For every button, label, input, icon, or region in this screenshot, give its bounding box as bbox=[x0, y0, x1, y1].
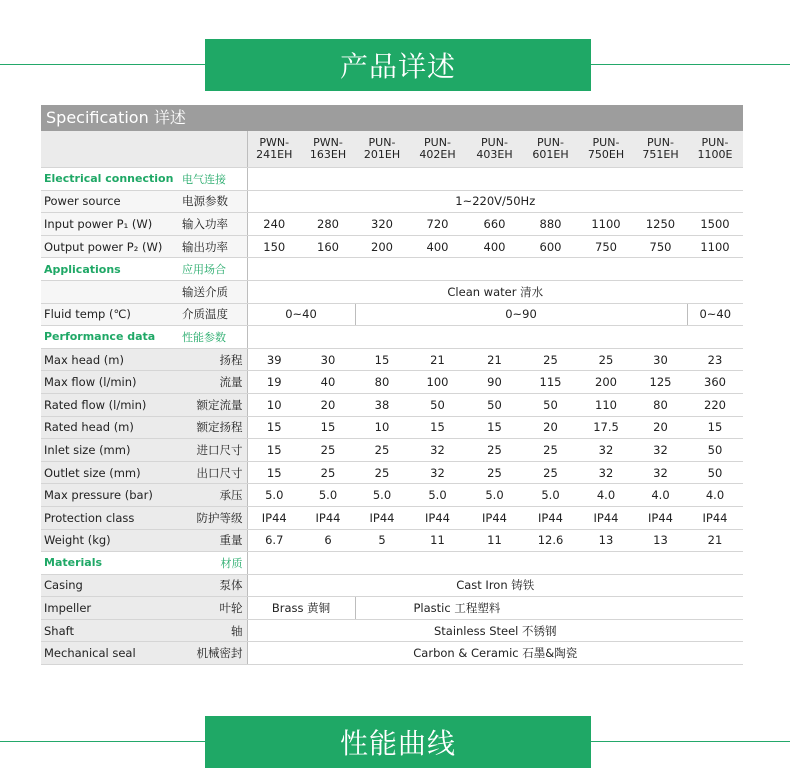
row-label: Max flow (l/min) bbox=[41, 371, 179, 394]
row-label-cn: 防护等级 bbox=[179, 506, 247, 529]
row-label: Rated head (m) bbox=[41, 416, 179, 439]
cell: 21 bbox=[687, 529, 743, 552]
model-header: PUN-402EH bbox=[409, 131, 466, 168]
cell: 15 bbox=[301, 416, 355, 439]
cell: 15 bbox=[247, 461, 301, 484]
row-label-cn: 轴 bbox=[179, 619, 247, 642]
model-header: PUN-750EH bbox=[578, 131, 634, 168]
cell: 32 bbox=[578, 439, 634, 462]
cell: 25 bbox=[523, 348, 578, 371]
cell: 0~90 bbox=[355, 303, 687, 326]
cell: 750 bbox=[578, 235, 634, 258]
cell: 40 bbox=[301, 371, 355, 394]
cell: 200 bbox=[578, 371, 634, 394]
cell: IP44 bbox=[578, 506, 634, 529]
cell: IP44 bbox=[409, 506, 466, 529]
shaft-value: Stainless Steel 不锈钢 bbox=[247, 619, 743, 642]
cell: IP44 bbox=[247, 506, 301, 529]
row-label: Power source bbox=[41, 190, 179, 213]
cell: 360 bbox=[687, 371, 743, 394]
cell: 5.0 bbox=[523, 484, 578, 507]
row-label: Max pressure (bar) bbox=[41, 484, 179, 507]
row-label-cn: 机械密封 bbox=[179, 642, 247, 665]
cell: 39 bbox=[247, 348, 301, 371]
cell: 0~40 bbox=[687, 303, 743, 326]
cell: 10 bbox=[247, 393, 301, 416]
section-performance bbox=[41, 326, 743, 349]
casing-value: Cast Iron 铸铁 bbox=[247, 574, 743, 597]
cell: 320 bbox=[355, 213, 409, 236]
row-casing bbox=[41, 574, 743, 597]
cell: 6 bbox=[301, 529, 355, 552]
cell: 100 bbox=[409, 371, 466, 394]
cell: 1100 bbox=[687, 235, 743, 258]
model-header: PWN-241EH bbox=[247, 131, 301, 168]
cell: 32 bbox=[409, 461, 466, 484]
cell: 19 bbox=[247, 371, 301, 394]
section-materials bbox=[41, 552, 743, 575]
row-label-cn: 泵体 bbox=[179, 574, 247, 597]
section-label: Applications bbox=[41, 258, 179, 281]
row-label: Rated flow (l/min) bbox=[41, 393, 179, 416]
cell: 15 bbox=[355, 348, 409, 371]
cell: 25 bbox=[466, 461, 523, 484]
section-label: Materials bbox=[41, 552, 179, 575]
row-label-cn: 重量 bbox=[179, 529, 247, 552]
section-label-cn: 性能参数 bbox=[179, 326, 247, 349]
cell: 160 bbox=[301, 235, 355, 258]
performance-row bbox=[41, 439, 743, 462]
cell: IP44 bbox=[466, 506, 523, 529]
row-shaft bbox=[41, 619, 743, 642]
row-label-cn: 电源参数 bbox=[179, 190, 247, 213]
cell: 6.7 bbox=[247, 529, 301, 552]
row-label-cn: 额定扬程 bbox=[179, 416, 247, 439]
row-label-cn: 扬程 bbox=[179, 348, 247, 371]
top-banner bbox=[205, 39, 591, 91]
model-header: PUN-1100E bbox=[687, 131, 743, 168]
row-label: Input power P₁ (W) bbox=[41, 213, 179, 236]
section-label: Performance data bbox=[41, 326, 179, 349]
section-label-cn: 材质 bbox=[179, 552, 247, 575]
cell: 400 bbox=[466, 235, 523, 258]
row-output-power bbox=[41, 235, 743, 258]
header-blank bbox=[179, 131, 247, 168]
row-medium bbox=[41, 280, 743, 303]
cell: 220 bbox=[687, 393, 743, 416]
cell: 38 bbox=[355, 393, 409, 416]
row-label-cn: 承压 bbox=[179, 484, 247, 507]
performance-row bbox=[41, 371, 743, 394]
performance-row bbox=[41, 348, 743, 371]
cell: 600 bbox=[523, 235, 578, 258]
cell: 90 bbox=[466, 371, 523, 394]
cell: 50 bbox=[523, 393, 578, 416]
cell: 80 bbox=[355, 371, 409, 394]
cell: 15 bbox=[247, 416, 301, 439]
cell: 32 bbox=[578, 461, 634, 484]
cell: 32 bbox=[634, 439, 687, 462]
row-label-cn: 叶轮 bbox=[179, 597, 247, 620]
cell: IP44 bbox=[523, 506, 578, 529]
row-label: Output power P₂ (W) bbox=[41, 235, 179, 258]
cell: 23 bbox=[687, 348, 743, 371]
cell: 21 bbox=[466, 348, 523, 371]
top-banner-line-left bbox=[0, 64, 205, 65]
row-label: Max head (m) bbox=[41, 348, 179, 371]
cell: 0~40 bbox=[247, 303, 355, 326]
cell: 25 bbox=[523, 461, 578, 484]
cell: 400 bbox=[409, 235, 466, 258]
performance-row bbox=[41, 529, 743, 552]
row-label: Outlet size (mm) bbox=[41, 461, 179, 484]
cell: 80 bbox=[634, 393, 687, 416]
cell: 1100 bbox=[578, 213, 634, 236]
medium-value: Clean water 清水 bbox=[247, 280, 743, 303]
cell: 5.0 bbox=[301, 484, 355, 507]
cell: IP44 bbox=[687, 506, 743, 529]
cell: 30 bbox=[301, 348, 355, 371]
cell: IP44 bbox=[634, 506, 687, 529]
row-label: Protection class bbox=[41, 506, 179, 529]
cell: 10 bbox=[355, 416, 409, 439]
cell: 15 bbox=[687, 416, 743, 439]
cell: 50 bbox=[466, 393, 523, 416]
cell: 21 bbox=[409, 348, 466, 371]
performance-row bbox=[41, 416, 743, 439]
cell: IP44 bbox=[355, 506, 409, 529]
cell: 4.0 bbox=[687, 484, 743, 507]
cell: 240 bbox=[247, 213, 301, 236]
cell: 20 bbox=[301, 393, 355, 416]
cell: 30 bbox=[634, 348, 687, 371]
cell: 1500 bbox=[687, 213, 743, 236]
cell: 25 bbox=[301, 461, 355, 484]
row-label: Inlet size (mm) bbox=[41, 439, 179, 462]
row-label: Mechanical seal bbox=[41, 642, 179, 665]
row-label-cn: 介质温度 bbox=[179, 303, 247, 326]
cell: 750 bbox=[634, 235, 687, 258]
cell: 15 bbox=[409, 416, 466, 439]
section-label-cn: 应用场合 bbox=[179, 258, 247, 281]
row-power-source bbox=[41, 190, 743, 213]
cell: 5.0 bbox=[466, 484, 523, 507]
cell: 32 bbox=[409, 439, 466, 462]
cell: 12.6 bbox=[523, 529, 578, 552]
cell: 125 bbox=[634, 371, 687, 394]
row-label-cn: 出口尺寸 bbox=[179, 461, 247, 484]
cell: 720 bbox=[409, 213, 466, 236]
section-electrical bbox=[41, 168, 743, 191]
row-seal bbox=[41, 642, 743, 665]
cell: 25 bbox=[355, 439, 409, 462]
row-label-cn: 输送介质 bbox=[179, 280, 247, 303]
cell: 200 bbox=[355, 235, 409, 258]
row-impeller bbox=[41, 597, 743, 620]
row-label: Impeller bbox=[41, 597, 179, 620]
top-banner-title: 产品详述 bbox=[339, 50, 456, 83]
row-label-cn: 进口尺寸 bbox=[179, 439, 247, 462]
cell: 4.0 bbox=[578, 484, 634, 507]
model-header: PWN-163EH bbox=[301, 131, 355, 168]
cell: 5.0 bbox=[247, 484, 301, 507]
cell: 150 bbox=[247, 235, 301, 258]
cell: 660 bbox=[466, 213, 523, 236]
cell: 13 bbox=[634, 529, 687, 552]
bottom-banner-line-right bbox=[591, 741, 790, 742]
performance-row bbox=[41, 506, 743, 529]
row-label: Fluid temp (℃) bbox=[41, 303, 179, 326]
row-label-cn: 流量 bbox=[179, 371, 247, 394]
specification-table bbox=[41, 105, 743, 665]
performance-row bbox=[41, 484, 743, 507]
cell: 110 bbox=[578, 393, 634, 416]
row-label bbox=[41, 280, 179, 303]
performance-row bbox=[41, 393, 743, 416]
bottom-banner-line-left bbox=[0, 741, 205, 742]
row-label: Weight (kg) bbox=[41, 529, 179, 552]
model-header: PUN-751EH bbox=[634, 131, 687, 168]
cell: 11 bbox=[409, 529, 466, 552]
cell: 25 bbox=[578, 348, 634, 371]
model-header-row bbox=[41, 131, 743, 168]
row-label: Shaft bbox=[41, 619, 179, 642]
cell: 13 bbox=[578, 529, 634, 552]
model-header: PUN-201EH bbox=[355, 131, 409, 168]
cell: Plastic 工程塑料 bbox=[355, 597, 743, 620]
performance-row bbox=[41, 461, 743, 484]
top-banner-line-right bbox=[591, 64, 790, 65]
cell: 17.5 bbox=[578, 416, 634, 439]
cell: 880 bbox=[523, 213, 578, 236]
seal-value: Carbon & Ceramic 石墨&陶瓷 bbox=[247, 642, 743, 665]
cell: 280 bbox=[301, 213, 355, 236]
cell: 15 bbox=[247, 439, 301, 462]
bottom-banner bbox=[205, 716, 591, 768]
row-label-cn: 输出功率 bbox=[179, 235, 247, 258]
bottom-banner-title: 性能曲线 bbox=[339, 727, 456, 760]
cell: 50 bbox=[409, 393, 466, 416]
cell: 25 bbox=[301, 439, 355, 462]
row-label-cn: 额定流量 bbox=[179, 393, 247, 416]
row-fluid-temp bbox=[41, 303, 743, 326]
spec-title: Specification 详述 bbox=[41, 105, 743, 131]
header-blank bbox=[41, 131, 179, 168]
performance-rows bbox=[41, 348, 743, 551]
power-source-value: 1~220V/50Hz bbox=[247, 190, 743, 213]
cell: 15 bbox=[466, 416, 523, 439]
cell: 32 bbox=[634, 461, 687, 484]
cell: 25 bbox=[355, 461, 409, 484]
section-label-cn: 电气连接 bbox=[179, 168, 247, 191]
row-label-cn: 输入功率 bbox=[179, 213, 247, 236]
cell: 25 bbox=[466, 439, 523, 462]
row-input-power bbox=[41, 213, 743, 236]
cell: IP44 bbox=[301, 506, 355, 529]
cell: 20 bbox=[523, 416, 578, 439]
cell: 25 bbox=[523, 439, 578, 462]
cell: 4.0 bbox=[634, 484, 687, 507]
cell: 11 bbox=[466, 529, 523, 552]
cell: 50 bbox=[687, 439, 743, 462]
cell: Brass 黄铜 bbox=[247, 597, 355, 620]
row-label: Casing bbox=[41, 574, 179, 597]
model-header: PUN-403EH bbox=[466, 131, 523, 168]
cell: 1250 bbox=[634, 213, 687, 236]
model-header: PUN-601EH bbox=[523, 131, 578, 168]
cell: 5.0 bbox=[355, 484, 409, 507]
cell: 20 bbox=[634, 416, 687, 439]
cell: 115 bbox=[523, 371, 578, 394]
section-applications bbox=[41, 258, 743, 281]
section-label: Electrical connection bbox=[41, 168, 179, 191]
cell: 50 bbox=[687, 461, 743, 484]
cell: 5.0 bbox=[409, 484, 466, 507]
cell: 5 bbox=[355, 529, 409, 552]
